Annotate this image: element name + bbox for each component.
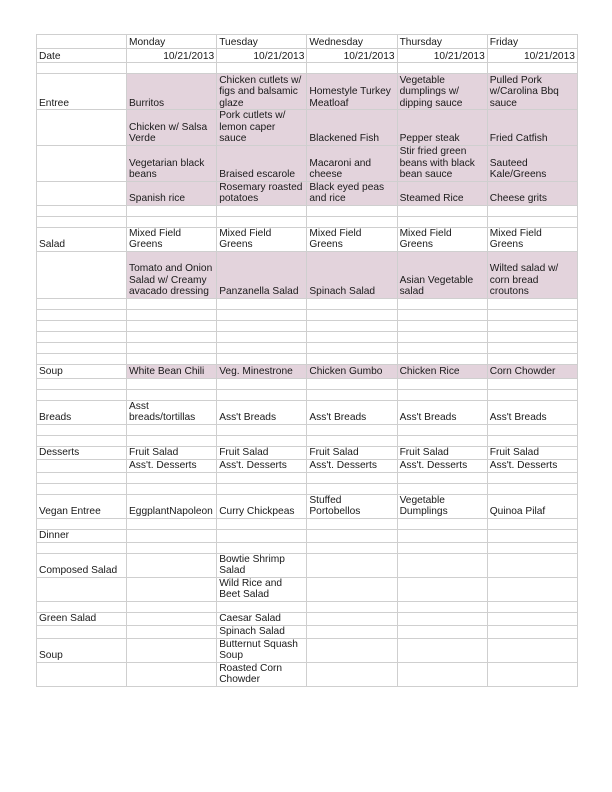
menu-cell <box>487 625 577 638</box>
spacer-row <box>37 331 578 342</box>
menu-cell <box>307 638 397 662</box>
empty-cell <box>487 298 577 309</box>
empty-cell <box>127 63 217 74</box>
empty-cell <box>397 216 487 227</box>
spacer-row <box>37 424 578 435</box>
menu-cell: Fruit Salad <box>397 446 487 459</box>
empty-cell <box>127 298 217 309</box>
empty-cell <box>397 518 487 529</box>
empty-cell <box>397 424 487 435</box>
menu-cell <box>397 577 487 601</box>
empty-cell <box>127 216 217 227</box>
menu-cell: Mixed Field Greens <box>217 227 307 251</box>
empty-cell <box>307 309 397 320</box>
empty-cell <box>37 320 127 331</box>
empty-cell <box>37 389 127 400</box>
menu-cell <box>487 553 577 577</box>
menu-cell: Vegetable Dumplings <box>397 494 487 518</box>
empty-cell <box>217 435 307 446</box>
spacer-row <box>37 298 578 309</box>
menu-cell: Ass't. Desserts <box>127 459 217 472</box>
empty-cell <box>37 424 127 435</box>
menu-cell: Ass't Breads <box>307 400 397 424</box>
spacer-row <box>37 389 578 400</box>
table-row <box>37 181 578 205</box>
empty-cell <box>127 331 217 342</box>
menu-cell: Chicken Rice <box>397 364 487 378</box>
menu-cell <box>397 529 487 542</box>
row-label: Green Salad <box>37 612 127 625</box>
empty-cell <box>217 483 307 494</box>
menu-cell: Ass't. Desserts <box>217 459 307 472</box>
empty-cell <box>127 378 217 389</box>
table-row <box>37 227 578 251</box>
empty-cell <box>127 205 217 216</box>
row-label <box>37 251 127 298</box>
empty-cell <box>37 309 127 320</box>
empty-cell <box>397 483 487 494</box>
empty-cell <box>487 424 577 435</box>
empty-cell <box>397 205 487 216</box>
empty-cell <box>217 205 307 216</box>
empty-cell <box>397 309 487 320</box>
empty-cell <box>487 389 577 400</box>
row-label: Desserts <box>37 446 127 459</box>
spacer-row <box>37 320 578 331</box>
menu-cell: Pepper steak <box>397 110 487 146</box>
menu-cell: Ass't Breads <box>217 400 307 424</box>
menu-cell: Quinoa Pilaf <box>487 494 577 518</box>
table-row <box>37 638 578 662</box>
date-row <box>37 49 578 63</box>
empty-cell <box>217 601 307 612</box>
menu-cell <box>487 529 577 542</box>
empty-cell <box>487 542 577 553</box>
menu-cell <box>127 529 217 542</box>
empty-cell <box>127 342 217 353</box>
row-label <box>37 662 127 686</box>
menu-cell: Mixed Field Greens <box>487 227 577 251</box>
empty-cell <box>217 353 307 364</box>
menu-cell: Butternut Squash Soup <box>217 638 307 662</box>
row-label: Entree <box>37 74 127 110</box>
menu-cell: Fruit Salad <box>487 446 577 459</box>
date-cell: 10/21/2013 <box>127 49 217 63</box>
menu-cell: Fruit Salad <box>307 446 397 459</box>
menu-cell: Mixed Field Greens <box>397 227 487 251</box>
menu-cell: Wild Rice and Beet Salad <box>217 577 307 601</box>
row-label: Salad <box>37 227 127 251</box>
spacer-row <box>37 309 578 320</box>
empty-cell <box>307 424 397 435</box>
empty-cell <box>397 389 487 400</box>
menu-cell <box>487 577 577 601</box>
empty-cell <box>487 342 577 353</box>
table-row <box>37 110 578 146</box>
empty-cell <box>127 601 217 612</box>
empty-cell <box>487 378 577 389</box>
empty-cell <box>37 601 127 612</box>
empty-cell <box>307 216 397 227</box>
menu-cell: Pulled Pork w/Carolina Bbq sauce <box>487 74 577 110</box>
row-label: Breads <box>37 400 127 424</box>
empty-cell <box>37 518 127 529</box>
empty-cell <box>37 483 127 494</box>
menu-cell <box>127 625 217 638</box>
table-row <box>37 612 578 625</box>
corner-cell <box>37 35 127 49</box>
empty-cell <box>217 298 307 309</box>
empty-cell <box>217 342 307 353</box>
empty-cell <box>217 424 307 435</box>
menu-cell: Homestyle Turkey Meatloaf <box>307 74 397 110</box>
day-header-row <box>37 35 578 49</box>
menu-cell <box>487 638 577 662</box>
row-label <box>37 145 127 181</box>
table-row <box>37 662 578 686</box>
empty-cell <box>487 309 577 320</box>
empty-cell <box>37 353 127 364</box>
empty-cell <box>127 389 217 400</box>
empty-cell <box>487 353 577 364</box>
day-header: Wednesday <box>307 35 397 49</box>
menu-cell: Spinach Salad <box>307 251 397 298</box>
empty-cell <box>397 378 487 389</box>
empty-cell <box>37 342 127 353</box>
menu-cell: Cheese grits <box>487 181 577 205</box>
menu-cell <box>487 612 577 625</box>
empty-cell <box>37 472 127 483</box>
spacer-row <box>37 342 578 353</box>
spacer-row <box>37 518 578 529</box>
menu-cell: Spanish rice <box>127 181 217 205</box>
empty-cell <box>217 216 307 227</box>
empty-cell <box>397 353 487 364</box>
empty-cell <box>217 309 307 320</box>
table-row <box>37 625 578 638</box>
empty-cell <box>307 483 397 494</box>
table-row <box>37 400 578 424</box>
empty-cell <box>127 309 217 320</box>
empty-cell <box>307 472 397 483</box>
table-row <box>37 145 578 181</box>
date-cell: 10/21/2013 <box>397 49 487 63</box>
date-cell: 10/21/2013 <box>307 49 397 63</box>
menu-cell: Curry Chickpeas <box>217 494 307 518</box>
menu-cell <box>307 577 397 601</box>
empty-cell <box>397 331 487 342</box>
menu-cell <box>127 577 217 601</box>
empty-cell <box>397 63 487 74</box>
empty-cell <box>217 378 307 389</box>
menu-cell <box>127 638 217 662</box>
menu-cell: Ass't Breads <box>487 400 577 424</box>
menu-cell <box>397 662 487 686</box>
empty-cell <box>487 601 577 612</box>
menu-cell: Rosemary roasted potatoes <box>217 181 307 205</box>
menu-cell <box>217 529 307 542</box>
spacer-row <box>37 205 578 216</box>
empty-cell <box>217 389 307 400</box>
menu-cell: Fruit Salad <box>217 446 307 459</box>
table-row <box>37 364 578 378</box>
empty-cell <box>397 601 487 612</box>
menu-cell <box>307 625 397 638</box>
empty-cell <box>37 542 127 553</box>
empty-cell <box>127 518 217 529</box>
empty-cell <box>487 472 577 483</box>
table-row <box>37 577 578 601</box>
menu-cell: Bowtie Shrimp Salad <box>217 553 307 577</box>
row-label <box>37 625 127 638</box>
empty-cell <box>127 320 217 331</box>
menu-cell: Chicken Gumbo <box>307 364 397 378</box>
table-row <box>37 446 578 459</box>
empty-cell <box>127 435 217 446</box>
empty-cell <box>307 542 397 553</box>
day-header: Monday <box>127 35 217 49</box>
menu-cell: Roasted Corn Chowder <box>217 662 307 686</box>
empty-cell <box>217 331 307 342</box>
menu-cell: Vegetarian black beans <box>127 145 217 181</box>
empty-cell <box>397 435 487 446</box>
empty-cell <box>127 542 217 553</box>
menu-cell: Ass't Breads <box>397 400 487 424</box>
menu-cell <box>307 662 397 686</box>
table-row <box>37 74 578 110</box>
table-row <box>37 529 578 542</box>
menu-cell: Stuffed Portobellos <box>307 494 397 518</box>
menu-cell: EggplantNapoleon <box>127 494 217 518</box>
menu-cell: Braised escarole <box>217 145 307 181</box>
menu-cell: Mixed Field Greens <box>307 227 397 251</box>
date-cell: 10/21/2013 <box>487 49 577 63</box>
empty-cell <box>487 216 577 227</box>
empty-cell <box>217 472 307 483</box>
row-label <box>37 577 127 601</box>
row-label: Vegan Entree <box>37 494 127 518</box>
sheet-body <box>37 35 578 687</box>
menu-cell <box>307 612 397 625</box>
spacer-row <box>37 216 578 227</box>
menu-cell <box>397 625 487 638</box>
row-label: Dinner <box>37 529 127 542</box>
date-label: Date <box>37 49 127 63</box>
menu-spreadsheet <box>36 34 578 687</box>
spacer-row <box>37 63 578 74</box>
menu-cell: Burritos <box>127 74 217 110</box>
menu-cell <box>127 662 217 686</box>
day-header: Friday <box>487 35 577 49</box>
day-header: Thursday <box>397 35 487 49</box>
row-label <box>37 110 127 146</box>
spacer-row <box>37 542 578 553</box>
empty-cell <box>307 298 397 309</box>
empty-cell <box>307 320 397 331</box>
empty-cell <box>487 205 577 216</box>
empty-cell <box>487 518 577 529</box>
empty-cell <box>217 63 307 74</box>
menu-cell: Tomato and Onion Salad w/ Creamy avacado dressing <box>127 251 217 298</box>
table-row <box>37 494 578 518</box>
empty-cell <box>307 378 397 389</box>
date-cell: 10/21/2013 <box>217 49 307 63</box>
menu-cell: Chicken w/ Salsa Verde <box>127 110 217 146</box>
menu-cell <box>307 553 397 577</box>
table-row <box>37 553 578 577</box>
empty-cell <box>127 424 217 435</box>
empty-cell <box>37 298 127 309</box>
table-row <box>37 459 578 472</box>
spacer-row <box>37 353 578 364</box>
day-header: Tuesday <box>217 35 307 49</box>
spacer-row <box>37 435 578 446</box>
menu-cell: Spinach Salad <box>217 625 307 638</box>
menu-cell: Veg. Minestrone <box>217 364 307 378</box>
menu-cell: Ass't. Desserts <box>307 459 397 472</box>
menu-cell <box>307 529 397 542</box>
menu-cell: Ass't. Desserts <box>487 459 577 472</box>
menu-cell: Panzanella Salad <box>217 251 307 298</box>
menu-cell: Asst breads/tortillas <box>127 400 217 424</box>
empty-cell <box>37 331 127 342</box>
menu-cell <box>127 553 217 577</box>
menu-cell: Macaroni and cheese <box>307 145 397 181</box>
empty-cell <box>127 353 217 364</box>
menu-cell <box>397 553 487 577</box>
menu-cell: Fruit Salad <box>127 446 217 459</box>
spacer-row <box>37 378 578 389</box>
menu-cell: White Bean Chili <box>127 364 217 378</box>
empty-cell <box>307 435 397 446</box>
empty-cell <box>397 320 487 331</box>
empty-cell <box>37 435 127 446</box>
empty-cell <box>307 389 397 400</box>
table-row <box>37 251 578 298</box>
menu-cell: Corn Chowder <box>487 364 577 378</box>
empty-cell <box>127 472 217 483</box>
empty-cell <box>307 342 397 353</box>
menu-cell: Steamed Rice <box>397 181 487 205</box>
menu-cell: Sauteed Kale/Greens <box>487 145 577 181</box>
empty-cell <box>217 542 307 553</box>
empty-cell <box>307 205 397 216</box>
empty-cell <box>217 518 307 529</box>
empty-cell <box>397 472 487 483</box>
menu-cell <box>127 612 217 625</box>
empty-cell <box>487 331 577 342</box>
empty-cell <box>307 601 397 612</box>
empty-cell <box>397 342 487 353</box>
menu-cell: Fried Catfish <box>487 110 577 146</box>
menu-cell <box>397 612 487 625</box>
empty-cell <box>307 518 397 529</box>
menu-cell <box>397 638 487 662</box>
menu-cell: Blackened Fish <box>307 110 397 146</box>
spacer-row <box>37 472 578 483</box>
menu-cell: Stir fried green beans with black bean sauce <box>397 145 487 181</box>
menu-cell: Caesar Salad <box>217 612 307 625</box>
menu-cell: Black eyed peas and rice <box>307 181 397 205</box>
menu-cell <box>487 662 577 686</box>
empty-cell <box>127 483 217 494</box>
empty-cell <box>37 216 127 227</box>
empty-cell <box>487 63 577 74</box>
spacer-row <box>37 601 578 612</box>
row-label <box>37 459 127 472</box>
empty-cell <box>307 331 397 342</box>
menu-cell: Ass't. Desserts <box>397 459 487 472</box>
empty-cell <box>487 320 577 331</box>
empty-cell <box>307 353 397 364</box>
menu-cell: Vegetable dumplings w/ dipping sauce <box>397 74 487 110</box>
menu-cell: Pork cutlets w/ lemon caper sauce <box>217 110 307 146</box>
spacer-row <box>37 483 578 494</box>
row-label <box>37 181 127 205</box>
menu-cell: Wilted salad w/ corn bread croutons <box>487 251 577 298</box>
menu-cell: Asian Vegetable salad <box>397 251 487 298</box>
empty-cell <box>307 63 397 74</box>
menu-cell: Chicken cutlets w/ figs and balsamic glaze <box>217 74 307 110</box>
empty-cell <box>37 378 127 389</box>
row-label: Soup <box>37 638 127 662</box>
empty-cell <box>37 205 127 216</box>
empty-cell <box>397 298 487 309</box>
empty-cell <box>217 320 307 331</box>
empty-cell <box>487 435 577 446</box>
empty-cell <box>397 542 487 553</box>
row-label: Composed Salad <box>37 553 127 577</box>
menu-cell: Mixed Field Greens <box>127 227 217 251</box>
row-label: Soup <box>37 364 127 378</box>
empty-cell <box>487 483 577 494</box>
empty-cell <box>37 63 127 74</box>
